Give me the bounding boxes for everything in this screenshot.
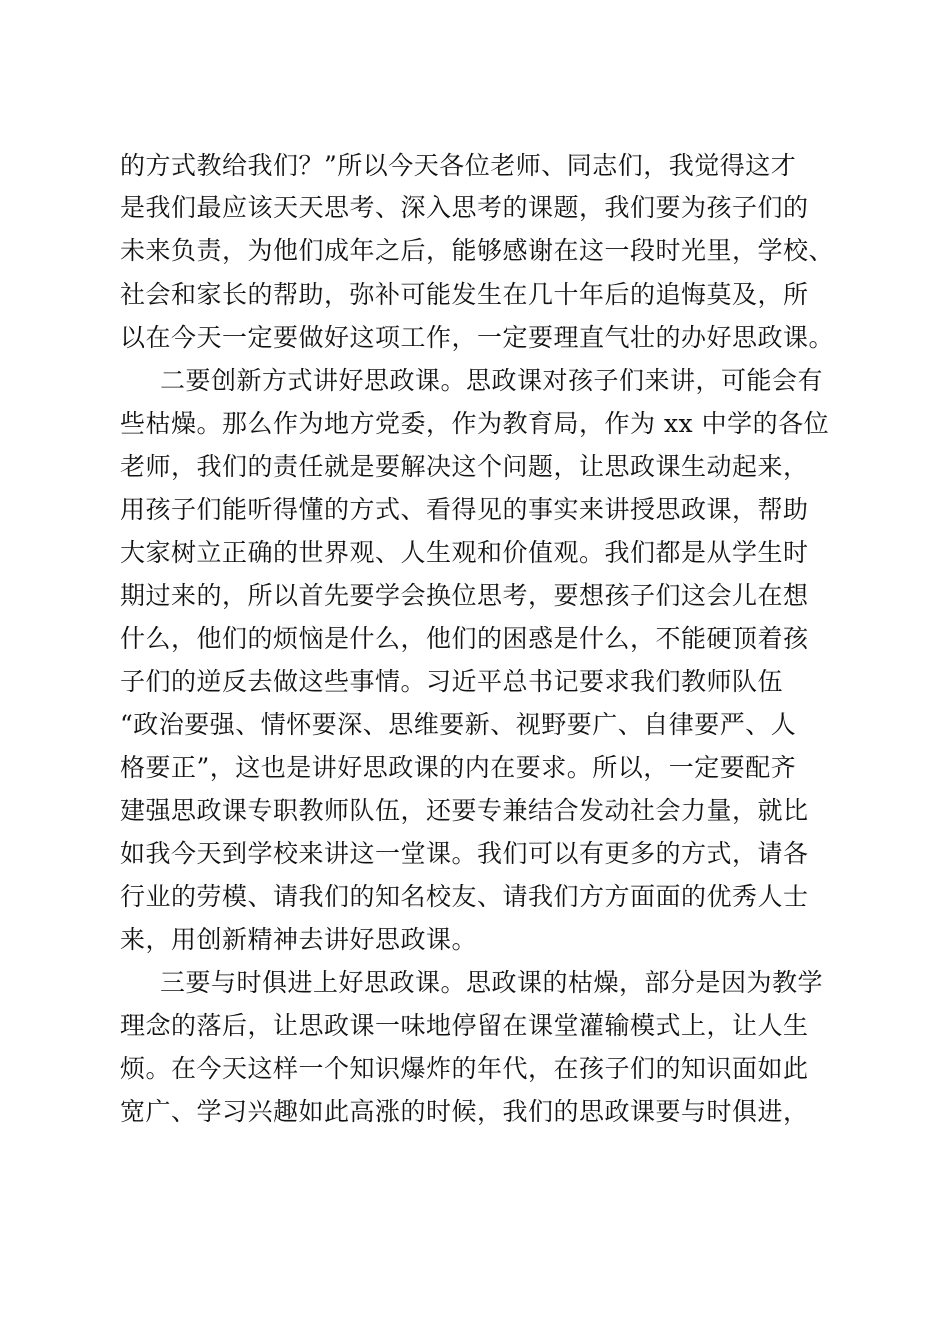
text-line: 理念的落后，让思政课一味地停留在课堂灌输模式上，让人生 <box>120 1011 809 1040</box>
text-line: 格要正”，这也是讲好思政课的内在要求。所以，一定要配齐 <box>120 753 797 782</box>
text-line: 宽广、学习兴趣如此高涨的时候，我们的思政课要与时俱进， <box>120 1097 809 1126</box>
text-line: 子们的逆反去做这些事情。习近平总书记要求我们教师队伍 <box>120 667 784 696</box>
text-line: 来，用创新精神去讲好思政课。 <box>120 925 478 954</box>
text-line: 是我们最应该天天思考、深入思考的课题，我们要为孩子们的 <box>120 193 809 222</box>
text-line: 未来负责，为他们成年之后，能够感谢在这一段时光里，学校、 <box>120 236 835 265</box>
text-line: 大家树立正确的世界观、人生观和价值观。我们都是从学生时 <box>120 538 809 567</box>
text-line: 烦。在今天这样一个知识爆炸的年代，在孩子们的知识面如此 <box>120 1054 809 1083</box>
text-line: 社会和家长的帮助，弥补可能发生在几十年后的追悔莫及，所 <box>120 280 809 309</box>
text-line: 以在今天一定要做好这项工作，一定要理直气壮的办好思政课。 <box>120 323 835 352</box>
text-line: 的方式教给我们？”所以今天各位老师、同志们，我觉得这才 <box>120 151 797 180</box>
text-line: 行业的劳模、请我们的知名校友、请我们方方面面的优秀人士 <box>120 882 809 911</box>
paragraph-start-line: 三要与时俱进上好思政课。思政课的枯燥，部分是因为教学 <box>160 968 824 997</box>
paragraph-start-line: 二要创新方式讲好思政课。思政课对孩子们来讲，可能会有 <box>160 366 824 395</box>
text-line: 如我今天到学校来讲这一堂课。我们可以有更多的方式，请各 <box>120 839 809 868</box>
text-line: 些枯燥。那么作为地方党委，作为教育局，作为 xx 中学的各位 <box>120 409 830 438</box>
text-line: “政治要强、情怀要深、思维要新、视野要广、自律要严、人 <box>120 710 797 739</box>
text-line: 用孩子们能听得懂的方式、看得见的事实来讲授思政课，帮助 <box>120 495 809 524</box>
text-line: 什么，他们的烦恼是什么，他们的困惑是什么，不能硬顶着孩 <box>120 624 809 653</box>
text-line: 建强思政课专职教师队伍，还要专兼结合发动社会力量，就比 <box>120 796 809 825</box>
text-line: 老师，我们的责任就是要解决这个问题，让思政课生动起来， <box>120 452 809 481</box>
text-line: 期过来的，所以首先要学会换位思考，要想孩子们这会儿在想 <box>120 581 809 610</box>
